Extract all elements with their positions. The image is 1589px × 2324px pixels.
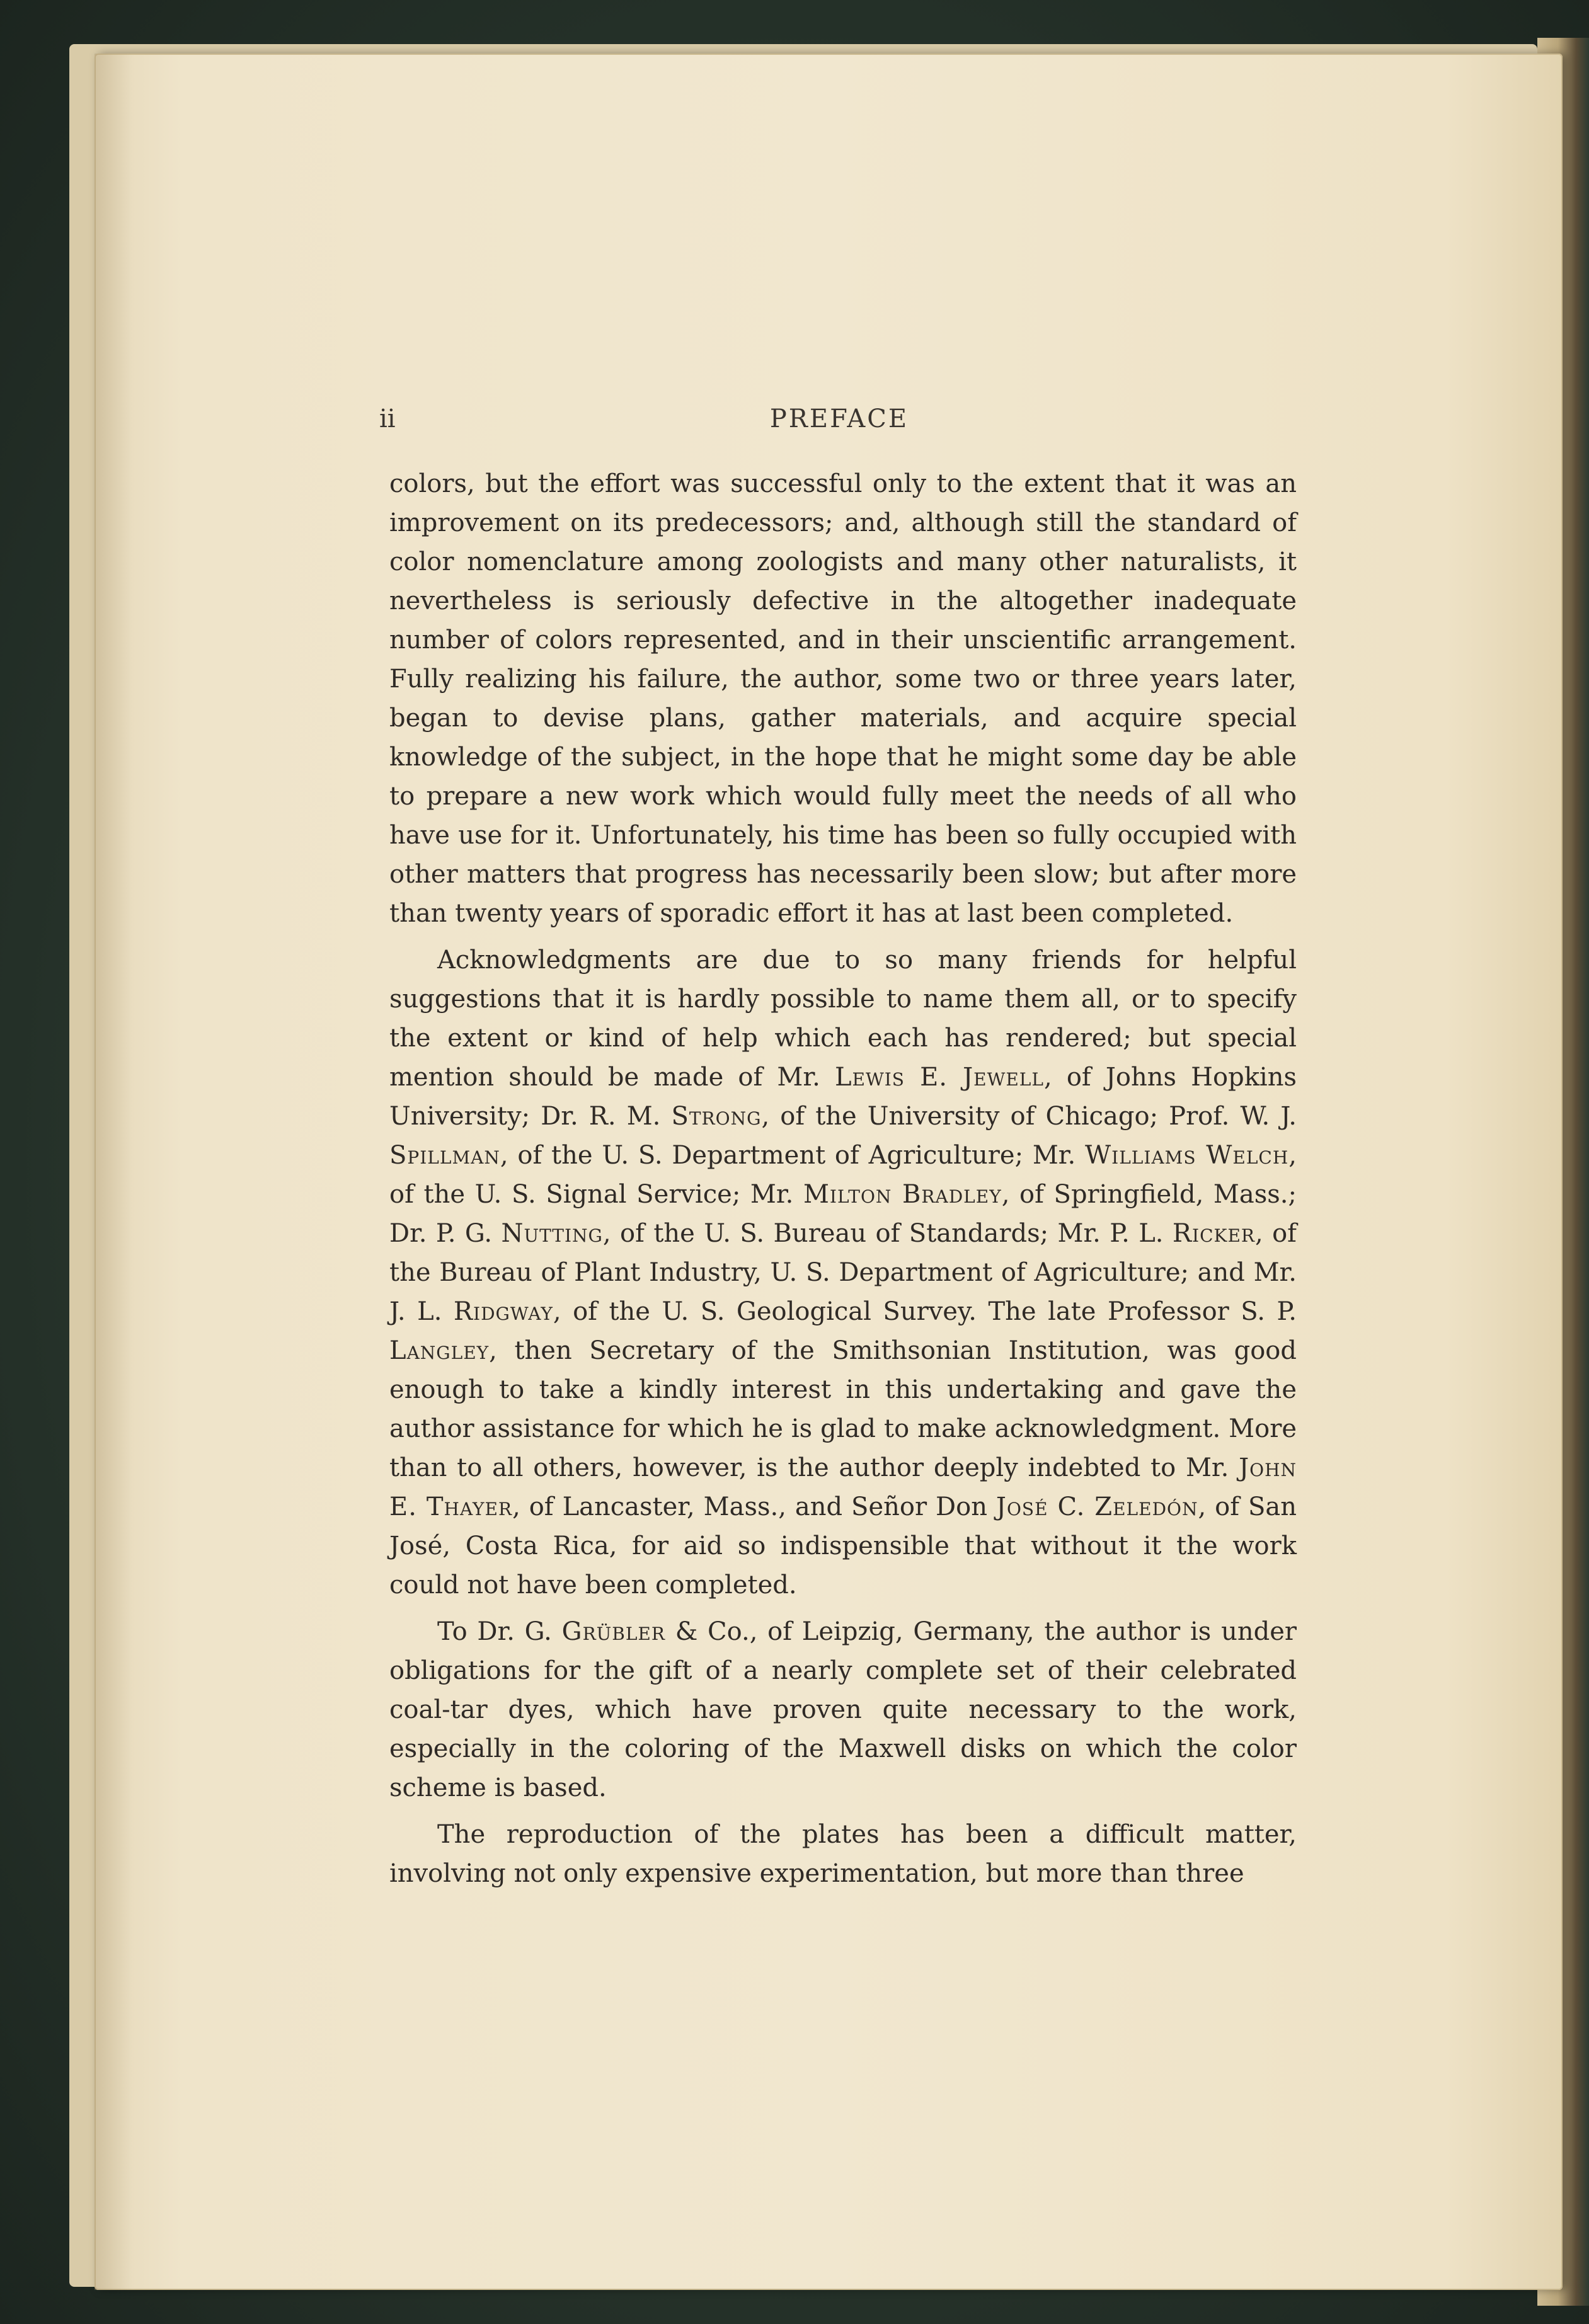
p2-text: , of the U. S. Signal Service; Mr. (389, 1141, 1297, 1209)
person-name: Spillman (389, 1141, 500, 1170)
paragraph-1 (389, 464, 1297, 933)
paragraph-4 (389, 1815, 1297, 1893)
p2-text: , of San José, Costa Rica, for aid so indispensible that without it the work could not have been completed. (389, 1492, 1297, 1600)
person-name: John E. Thayer (389, 1453, 1297, 1521)
p3-text: To Dr. G. (437, 1617, 562, 1646)
p2-text: , of the U. S. Bureau of Standards; Mr. P. L. (602, 1219, 1173, 1248)
person-name: Ridgway (453, 1297, 553, 1326)
paragraph-2 (389, 941, 1297, 1605)
p2-text: , of the Bureau of Plant Industry, U. S. Department of Agriculture; and Mr. J. L. (389, 1219, 1297, 1326)
p2-text: , of the University of Chicago; Prof. W. J. (761, 1102, 1297, 1131)
page-number: ii (379, 404, 396, 433)
paragraph-3 (389, 1612, 1297, 1807)
p3-text: & Co., of Leipzig, Germany, the author is under obligations for the gift of a nearly complete set of their celebrated coal-tar dyes, which have proven quite necessary to the work, especially in the coloring of the Maxwell disks on which the color scheme is based. (389, 1617, 1297, 1802)
page-header (379, 404, 1299, 442)
person-name: Grübler (561, 1617, 665, 1646)
person-name: José C. Zeledón (995, 1492, 1198, 1521)
person-name: Ricker (1172, 1219, 1255, 1248)
person-name: Strong (671, 1102, 762, 1131)
person-name: Langley (389, 1336, 490, 1365)
person-name: Milton Bradley (803, 1180, 1002, 1209)
running-head: PREFACE (769, 404, 909, 433)
person-name: Lewis E. Jewell (834, 1063, 1044, 1092)
p2-text: , then Secretary of the Smithsonian Institution, was good enough to take a kindly interest in this undertaking and gave the author assistance for which he is glad to make acknowledgment. More than to all others, however, is the author deeply indebted to Mr. (389, 1336, 1297, 1482)
p2-text: , of Springfield, Mass.; Dr. P. G. (389, 1180, 1297, 1248)
person-name: Williams Welch (1085, 1141, 1289, 1170)
paragraph-4-text: The reproduction of the plates has been a difficult matter, involving not only expensive experimentation, but more than three (389, 1820, 1297, 1888)
spine-shadow (95, 54, 132, 2290)
p2-text: , of the U. S. Geological Survey. The late Professor S. P. (553, 1297, 1297, 1326)
p2-text: Acknowledgments are due to so many friends for helpful suggestions that it is hardly possible to name them all, or to specify the extent or kind of help which each has rendered; but special mention should be made of Mr. (389, 946, 1297, 1092)
paragraph-1-text: colors, but the effort was successful only to the extent that it was an improvement on its predecessors; and, although still the standard of color nomenclature among zoologists and many other naturalists, it nevertheless is seriously defective in the altogether inadequate number of colors represented, and in their unscientific arrangement. Fully realizing his failure, the author, some two or three years later, began to devise plans, gather materials, and acquire special knowledge of the subject, in the hope that he might some day be able to prepare a new work which would fully meet the needs of all who have use for it. Unfortunately, his time has been so fully occupied with other matters that progress has necessarily been slow; but after more than twenty years of sporadic effort it has at last been completed. (389, 469, 1297, 928)
p2-text: , of Lancaster, Mass., and Señor Don (512, 1492, 996, 1521)
p2-text: , of Johns Hopkins University; Dr. R. M. (389, 1063, 1297, 1131)
person-name: Nutting (501, 1219, 603, 1248)
page-body (389, 464, 1297, 1901)
p2-text: , of the U. S. Department of Agriculture; Mr. (500, 1141, 1086, 1170)
